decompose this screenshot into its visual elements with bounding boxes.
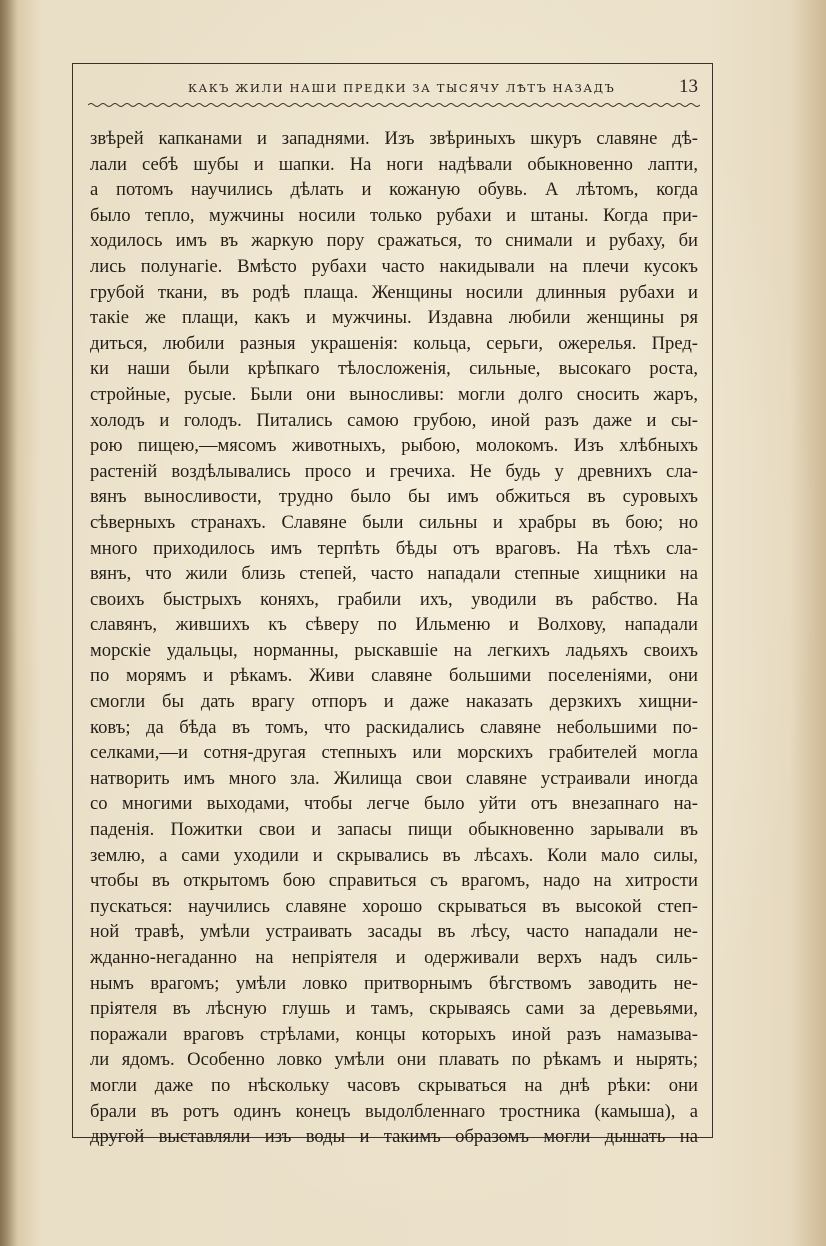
page-number: 13 (679, 76, 698, 97)
text-line: смогли бы дать врагу отпоръ и даже наказать дерзкихъ хищни- (90, 691, 698, 713)
text-line: грубой ткани, въ родѣ плаща. Женщины носили длинныя рубахи и (90, 281, 698, 303)
text-line: холодъ и голодъ. Питались самою грубою, иной разъ даже и сы- (90, 409, 698, 431)
text-line: пріятеля въ лѣсную глушь и тамъ, скрываясь сами за деревьями, (90, 998, 698, 1020)
text-line: жданно-негаданно на непріятеля и одерживали верхъ надъ силь- (90, 947, 698, 968)
text-line: по морямъ и рѣкамъ. Живи славяне большими поселеніями, они (90, 665, 698, 687)
text-line: селками,—и сотня-другая степныхъ или морскихъ грабителей могла (90, 742, 698, 764)
text-line: славянъ, жившихъ къ сѣверу по Ильменю и Волхову, нападали (90, 614, 698, 636)
text-line: морскіе удальцы, норманны, рыскавшіе на легкихъ ладьяхъ своихъ (90, 639, 698, 661)
running-title: КАКЪ ЖИЛИ НАШИ ПРЕДКИ ЗА ТЫСЯЧУ ЛѢТЪ НАЗАДЪ (188, 81, 616, 95)
gutter-shadow (0, 0, 18, 1246)
text-line: со многими выходами, чтобы легче было уйти отъ внезапнаго на- (90, 793, 698, 815)
text-line: паденія. Пожитки свои и запасы пищи обыкновенно зарывали въ (90, 819, 698, 841)
text-line: а потомъ научились дѣлать и кожаную обувь. А лѣтомъ, когда (90, 179, 698, 201)
text-line: растеній воздѣлывались просо и гречиха. Не будь у древнихъ сла- (90, 460, 698, 482)
text-line: вянъ выносливости, трудно было бы имъ обжиться въ суровыхъ (90, 486, 698, 508)
text-line: много приходилось имъ терпѣть бѣды отъ враговъ. На тѣхъ сла- (90, 537, 698, 559)
body-text (90, 126, 698, 1150)
text-line: землю, а сами уходили и скрывались въ лѣсахъ. Коли мало силы, (90, 844, 698, 866)
text-line: диться, любили разныя украшенія: кольца, серьги, ожерелья. Пред- (90, 332, 698, 354)
text-line: ходилось имъ въ жаркую пору сражаться, то снимали и рубаху, би (90, 230, 698, 252)
text-line: стройные, русые. Были они выносливы: могли долго сносить жаръ, (90, 383, 698, 405)
text-line: пускаться: научились славяне хорошо скрываться въ высокой степ- (90, 895, 698, 917)
text-line: такіе же плащи, какъ и мужчины. Издавна любили женщины ря (90, 307, 698, 329)
text-line: сѣверныхъ странахъ. Славяне были сильны и храбры въ бою; но (90, 511, 698, 533)
text-line: ной травѣ, умѣли устраивать засады въ лѣсу, часто нападали не- (90, 921, 698, 943)
text-line: своихъ быстрыхъ коняхъ, грабили ихъ, уводили въ рабство. На (90, 588, 698, 610)
text-line: нымъ врагомъ; умѣли ловко притворнымъ бѣгствомъ заводить не- (90, 972, 698, 994)
frame-right-rule (712, 63, 713, 1137)
text-line: другой выставляли изъ воды и такимъ образомъ могли дышать на (90, 1126, 698, 1148)
text-line: поражали враговъ стрѣлами, концы которыхъ иной разъ намазыва- (90, 1023, 698, 1045)
text-line: ки наши были крѣпкаго тѣлосложенія, сильные, высокаго роста, (90, 358, 698, 380)
text-line: ли ядомъ. Особенно ловко умѣли они плавать по рѣкамъ и нырять; (90, 1049, 698, 1071)
text-line: лали себѣ шубы и шапки. На ноги надѣвали обыкновенно лапти, (90, 153, 698, 175)
text-line: было тепло, мужчины носили только рубахи и штаны. Когда при- (90, 204, 698, 226)
wavy-ornament-rule (88, 101, 700, 109)
text-line: рою пищею,—мясомъ животныхъ, рыбою, молокомъ. Изъ хлѣбныхъ (90, 435, 698, 457)
frame-top-rule (72, 63, 712, 64)
text-line: брали въ ротъ одинъ конецъ выдолбленнаго тростника (камыша), а (90, 1100, 698, 1122)
text-line: звѣрей капканами и западнями. Изъ звѣриныхъ шкуръ славяне дѣ- (90, 128, 698, 149)
page-header (90, 78, 698, 100)
text-line: ковъ; да бѣда въ томъ, что раскидались славяне небольшими по- (90, 716, 698, 738)
frame-left-rule (72, 63, 73, 1137)
text-line: могли даже по нѣскольку часовъ скрываться на днѣ рѣки: они (90, 1074, 698, 1096)
text-line: вянъ, что жили близь степей, часто нападали степные хищники на (90, 563, 698, 585)
text-line: лись полунагіе. Вмѣсто рубахи часто накидывали на плечи кусокъ (90, 255, 698, 277)
text-line: чтобы въ открытомъ бою справиться съ врагомъ, надо на хитрости (90, 870, 698, 892)
text-line: натворить имъ много зла. Жилища свои славяне устраивали иногда (90, 767, 698, 789)
